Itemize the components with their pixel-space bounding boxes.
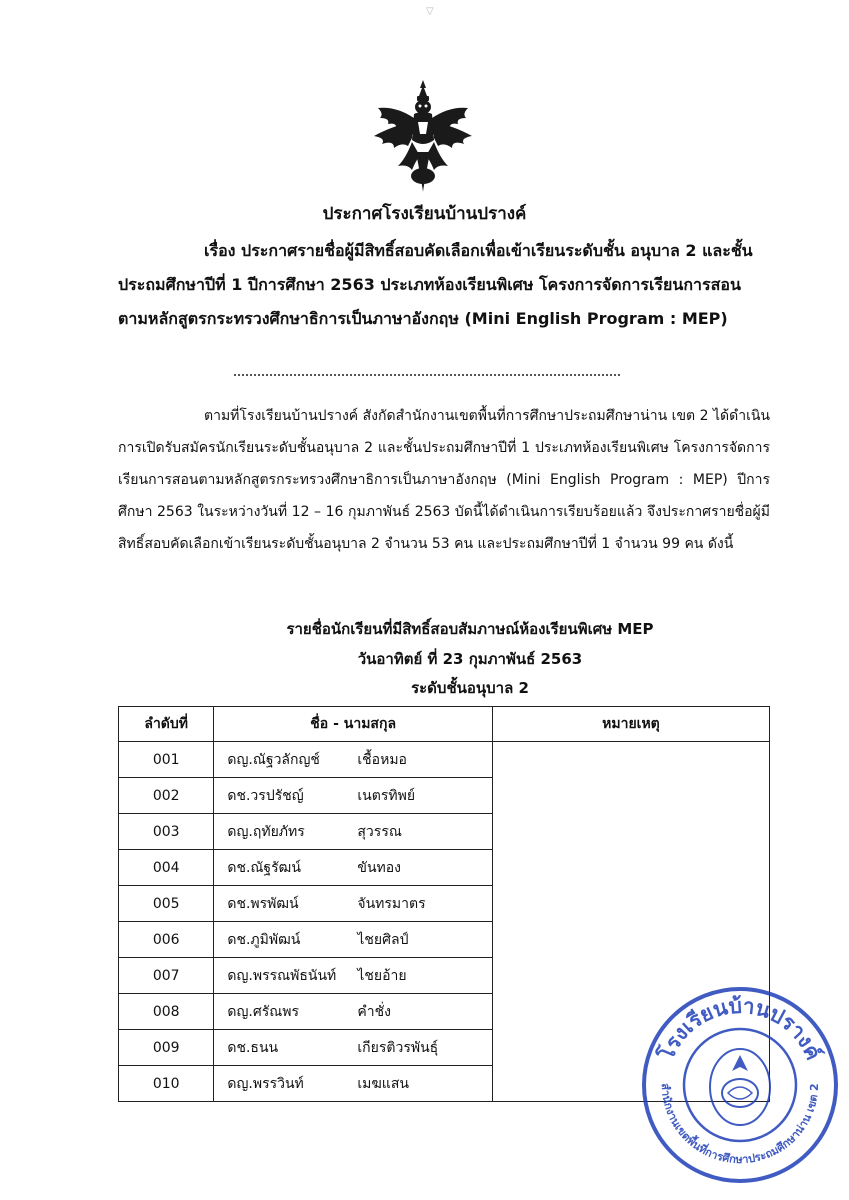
row-number: 005 xyxy=(119,886,214,922)
student-last-name: เชื้อหมอ xyxy=(357,751,407,768)
student-first-name: ดช.ภูมิพัฒน์ xyxy=(227,931,301,948)
student-last-name: เกียรติวรพันธุ์ xyxy=(357,1039,439,1056)
row-name-cell xyxy=(214,958,493,994)
row-name-cell xyxy=(214,1030,493,1066)
header-name: ชื่อ - นามสกุล xyxy=(214,707,493,742)
row-number: 010 xyxy=(119,1066,214,1102)
separator-dotted-line xyxy=(234,374,620,376)
row-name-cell xyxy=(214,922,493,958)
header-no: ลำดับที่ xyxy=(119,707,214,742)
student-last-name: สุวรรณ xyxy=(357,823,402,840)
announcement-subject: เรื่อง ประกาศรายชื่อผู้มีสิทธิ์สอบคัดเลือกเพื่อเข้าเรียนระดับชั้น อนุบาล 2 และชั้นประถมศึกษาปีที่ 1 ปีการศึกษา 2563 ประเภทห้องเรียนพิเศษ โครงการจัดการเรียนการสอนตามหลักสูตรกระทรวงศึกษาธิการเป็นภาษาอังกฤษ (Mini English Program : MEP) xyxy=(118,241,753,328)
list-heading-line3: ระดับชั้นอนุบาล 2 xyxy=(411,679,529,697)
row-number: 007 xyxy=(119,958,214,994)
announcement-body: ตามที่โรงเรียนบ้านปรางค์ สังกัดสำนักงานเขตพื้นที่การศึกษาประถมศึกษาน่าน เขต 2 ได้ดำเนินการเปิดรับสมัครนักเรียนระดับชั้นอนุบาล 2 และชั้นประถมศึกษาปีที่ 1 ประเภทห้องเรียนพิเศษ โครงการจัดการเรียนการสอนตามหลักสูตรกระทรวงศึกษาธิการเป็นภาษาอังกฤษ (Mini English Program : MEP) ปีการศึกษา 2563 ในระหว่างวันที่ 12 – 16 กุมภาพันธ์ 2563 บัดนี้ได้ดำเนินการเรียบร้อยแล้ว จึงประกาศรายชื่อผู้มีสิทธิ์สอบคัดเลือกเข้าเรียนระดับชั้นอนุบาล 2 จำนวน 53 คน และประถมศึกษาปีที่ 1 จำนวน 99 คน ดังนี้ xyxy=(118,408,770,552)
header-note: หมายเหตุ xyxy=(492,707,769,742)
student-first-name: ดช.ธนน xyxy=(227,1039,279,1056)
row-number: 003 xyxy=(119,814,214,850)
student-first-name: ดญ.พรรวินท์ xyxy=(227,1075,304,1092)
row-name-cell xyxy=(214,742,493,778)
table-row xyxy=(119,742,770,778)
student-first-name: ดญ.พรรณพัธนันท์ xyxy=(227,967,337,984)
table-header-row xyxy=(119,707,770,742)
student-last-name: เนตรทิพย์ xyxy=(357,787,416,804)
student-first-name: ดช.วรปรัชญ์ xyxy=(227,787,304,804)
scan-mark: ▽ xyxy=(426,6,434,17)
student-first-name: ดช.พรพัฒน์ xyxy=(227,895,299,912)
student-last-name: ไชยอ้าย xyxy=(357,967,407,984)
row-name-cell xyxy=(214,850,493,886)
announcement-title: ประกาศโรงเรียนบ้านปรางค์ xyxy=(322,204,527,224)
stamp-text-bottom: สำนักงานเขตพื้นที่การศึกษาประถมศึกษาน่าน เขต 2 xyxy=(658,1082,822,1167)
list-heading-line1: รายชื่อนักเรียนที่มีสิทธิ์สอบสัมภาษณ์ห้องเรียนพิเศษ MEP xyxy=(286,620,654,638)
student-first-name: ดญ.ฤทัยภัทร xyxy=(227,823,305,840)
school-stamp-icon xyxy=(640,985,840,1185)
row-name-cell xyxy=(214,814,493,850)
student-last-name: ไชยศิลป์ xyxy=(357,931,409,948)
row-name-cell xyxy=(214,886,493,922)
student-last-name: เมฆแสน xyxy=(357,1075,409,1092)
row-name-cell xyxy=(214,994,493,1030)
student-last-name: ขันทอง xyxy=(357,859,402,876)
student-first-name: ดญ.ณัฐวลักญช์ xyxy=(227,751,320,768)
row-number: 009 xyxy=(119,1030,214,1066)
row-name-cell xyxy=(214,778,493,814)
stamp-text-top: โรงเรียนบ้านปรางค์ xyxy=(654,993,826,1064)
row-number: 004 xyxy=(119,850,214,886)
list-heading-line2: วันอาทิตย์ ที่ 23 กุมภาพันธ์ 2563 xyxy=(357,650,583,668)
student-last-name: คำชั่ง xyxy=(357,1003,391,1020)
row-number: 001 xyxy=(119,742,214,778)
row-number: 008 xyxy=(119,994,214,1030)
row-number: 002 xyxy=(119,778,214,814)
student-first-name: ดช.ณัฐรัฒน์ xyxy=(227,859,301,876)
student-first-name: ดญ.ศรัณพร xyxy=(227,1003,300,1020)
student-last-name: จันทรมาตร xyxy=(357,895,426,912)
garuda-emblem-icon xyxy=(368,78,478,194)
row-number: 006 xyxy=(119,922,214,958)
row-name-cell xyxy=(214,1066,493,1102)
